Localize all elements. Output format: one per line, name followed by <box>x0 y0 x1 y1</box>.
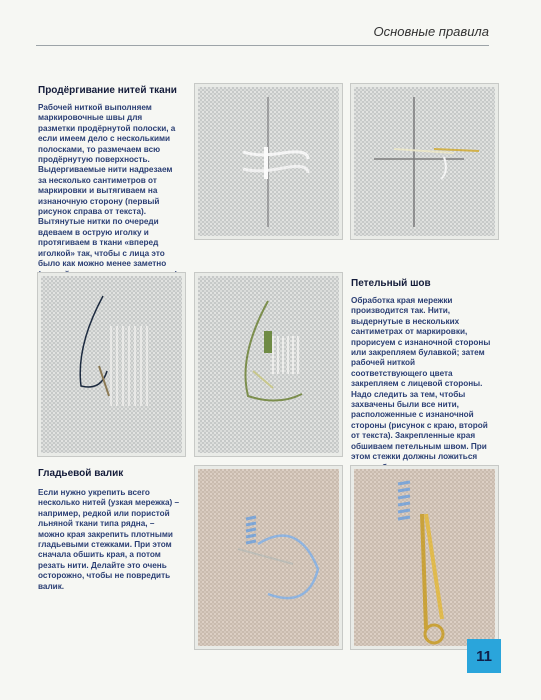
page-header-title: Основные правила <box>373 24 489 39</box>
fabric-photo-1 <box>198 87 339 236</box>
photo-satin-roll-cutting <box>351 466 498 649</box>
section-heading-buttonhole: Петельный шов <box>351 278 431 289</box>
section-text-satin-roll: Если нужно укрепить всего несколько нитей (узкая мережка) – например, редкой или пористой льняной ткани типа рядна, – можно края закрепить плотными гладьевыми стежками. При этом сначала обшить края, а потом резать нити. Делайте это очень осторожно, чтобы не повредить валик. <box>38 488 180 591</box>
photo-buttonhole-stitch <box>38 273 185 456</box>
photo-buttonhole-fixing <box>195 273 342 456</box>
section-text-buttonhole: Обработка края мережки производится так. Нити, выдернутые в нескольких сантиметрах от маркировки, прорисуем с изнаночной стороны или закрепляем булавкой; затем рабочей ниткой соответствующего цвета закрепляем с лицевой стороны. Надо следить за тем, чтобы захвачены были все нити, расположенные с изнаночной стороны (рисунок с краю, второй от текста). Закрепленные края обшиваем петельным швом. При этом стежки должны ложиться <box>351 296 491 462</box>
fabric-photo-4 <box>198 276 339 453</box>
photo-pull-threads-front <box>351 84 498 239</box>
photo-satin-roll-stitching <box>195 466 342 649</box>
fabric-photo-5 <box>198 469 339 646</box>
fabric-photo-2 <box>354 87 495 236</box>
header-rule <box>36 45 489 46</box>
section-heading-pull-threads: Продёргивание нитей ткани <box>38 85 177 96</box>
fabric-photo-6 <box>354 469 495 646</box>
fabric-photo-3 <box>41 276 182 453</box>
section-text-pull-threads: Рабочей ниткой выполняем маркировочные швы для разметки продёрнутой полоски, а если имеем дело с несколькими полосками, то размечаем всю продёрнутую поверхность. Выдергиваемые нити надрезаем за несколько сантиметров от маркировки и вытягиваем на изнаночную сторону (первый рисунок справа от текста). Вытянутые нитки по очереди вдеваем в острую иголку и протягиваем в ткани «вперед иголкой» так, чтобы с лица это было как можно менее заметно <box>38 103 176 269</box>
section-heading-satin-roll: Гладьевой валик <box>38 468 124 479</box>
page-number: 11 <box>467 639 501 673</box>
photo-pull-threads-back <box>195 84 342 239</box>
